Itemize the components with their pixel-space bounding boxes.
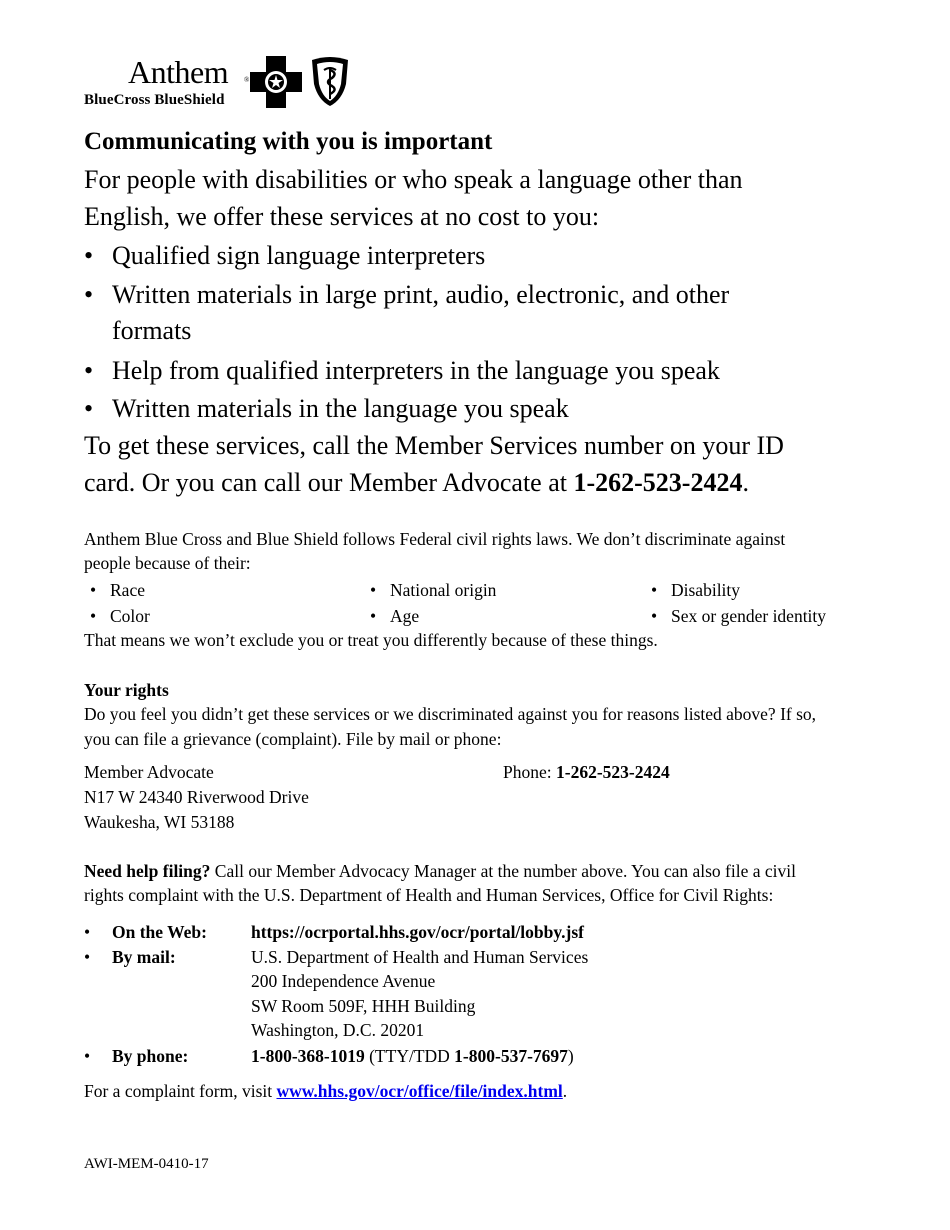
complaint-form-link[interactable]: www.hhs.gov/ocr/office/file/index.html xyxy=(276,1081,563,1101)
address-city: Waukesha, WI 53188 xyxy=(84,812,235,832)
help-bold: Need help filing? xyxy=(84,861,211,881)
mail-label: By mail: xyxy=(112,947,176,967)
protected-class-text: Color xyxy=(110,606,150,626)
service-text: Help from qualified interpreters in the language you speak xyxy=(112,356,720,385)
civil-rights-after: That means we won’t exclude you or treat you differently because of these things. xyxy=(84,630,658,650)
civil-rights-line-1: Anthem Blue Cross and Blue Shield follows Federal civil rights laws. We don’t discriminate against xyxy=(84,529,786,549)
logo-brand: Anthem xyxy=(128,54,229,90)
bullet-dot: • xyxy=(651,606,658,626)
mail-line-2: 200 Independence Avenue xyxy=(251,971,436,991)
bullet-dot: • xyxy=(84,922,91,942)
service-text: formats xyxy=(112,316,192,345)
complaint-form-line xyxy=(84,1079,567,1104)
web-url[interactable]: https://ocrportal.hhs.gov/ocr/portal/lobby.jsf xyxy=(251,922,584,942)
phone-value xyxy=(251,1044,574,1069)
phone-label: By phone: xyxy=(112,1046,189,1066)
bullet-dot: • xyxy=(84,280,94,309)
bullet-dot: • xyxy=(84,1046,91,1066)
logo-registered-mark: ® xyxy=(244,76,250,84)
rights-phone-number: 1-262-523-2424 xyxy=(556,762,670,782)
logo-subtitle: BlueCross BlueShield xyxy=(84,92,225,108)
bullet-dot: • xyxy=(84,241,94,270)
bullet-dot: • xyxy=(370,580,377,600)
service-text: Written materials in large print, audio, electronic, and other xyxy=(112,280,730,309)
page-title: Communicating with you is important xyxy=(84,128,493,155)
rights-line-2: you can file a grievance (complaint). File by mail or phone: xyxy=(84,729,502,749)
blue-cross-icon xyxy=(250,56,302,108)
rights-phone xyxy=(503,760,670,785)
complaint-form-text: For a complaint form, visit xyxy=(84,1081,277,1101)
protected-class-text: Race xyxy=(110,580,145,600)
your-rights-heading: Your rights xyxy=(84,680,169,700)
web-label: On the Web: xyxy=(112,922,207,942)
call-line-1: To get these services, call the Member Services number on your ID xyxy=(84,431,784,460)
call-end: . xyxy=(742,468,749,497)
address-street: N17 W 24340 Riverwood Drive xyxy=(84,787,309,807)
call-text: card. Or you can call our Member Advocate at xyxy=(84,468,574,497)
mail-line-3: SW Room 509F, HHH Building xyxy=(251,996,476,1016)
complaint-form-end: . xyxy=(562,1081,568,1101)
protected-class-text: National origin xyxy=(390,580,497,600)
bullet-dot: • xyxy=(370,606,377,626)
blue-shield-icon xyxy=(310,56,350,108)
help-line-1 xyxy=(84,859,796,884)
address-name: Member Advocate xyxy=(84,762,214,782)
bullet-dot: • xyxy=(84,356,94,385)
protected-class-text: Age xyxy=(390,606,420,626)
bullet-dot: • xyxy=(90,580,97,600)
bullet-dot: • xyxy=(651,580,658,600)
protected-class-text: Disability xyxy=(671,580,741,600)
form-code: AWI-MEM-0410-17 xyxy=(84,1156,209,1172)
mail-line-1: U.S. Department of Health and Human Services xyxy=(251,947,589,967)
member-advocate-phone: 1-262-523-2424 xyxy=(573,468,743,497)
bullet-dot: • xyxy=(84,947,91,967)
civil-rights-line-2: people because of their: xyxy=(84,553,251,573)
call-line-2 xyxy=(84,464,749,501)
rights-phone-label: Phone: xyxy=(503,762,556,782)
service-text: Qualified sign language interpreters xyxy=(112,241,486,270)
help-text: Call our Member Advocacy Manager at the number above. You can also file a civil xyxy=(210,861,796,881)
intro-line-2: English, we offer these services at no cost to you: xyxy=(84,202,600,231)
service-text: Written materials in the language you speak xyxy=(112,394,569,423)
phone-tty-end: ) xyxy=(567,1046,574,1066)
rights-line-1: Do you feel you didn’t get these services or we discriminated against you for reasons listed above? If so, xyxy=(84,704,817,724)
anthem-logo xyxy=(84,54,354,110)
phone-main: 1-800-368-1019 xyxy=(251,1046,365,1066)
bullet-dot: • xyxy=(84,394,94,423)
phone-tty-pre: (TTY/TDD xyxy=(364,1046,455,1066)
bullet-dot: • xyxy=(90,606,97,626)
help-line-2: rights complaint with the U.S. Department of Health and Human Services, Office for Civil Rights: xyxy=(84,885,774,905)
intro-line-1: For people with disabilities or who speak a language other than xyxy=(84,165,743,194)
protected-class-text: Sex or gender identity xyxy=(671,606,827,626)
mail-line-4: Washington, D.C. 20201 xyxy=(251,1020,425,1040)
phone-tty: 1-800-537-7697 xyxy=(454,1046,568,1066)
